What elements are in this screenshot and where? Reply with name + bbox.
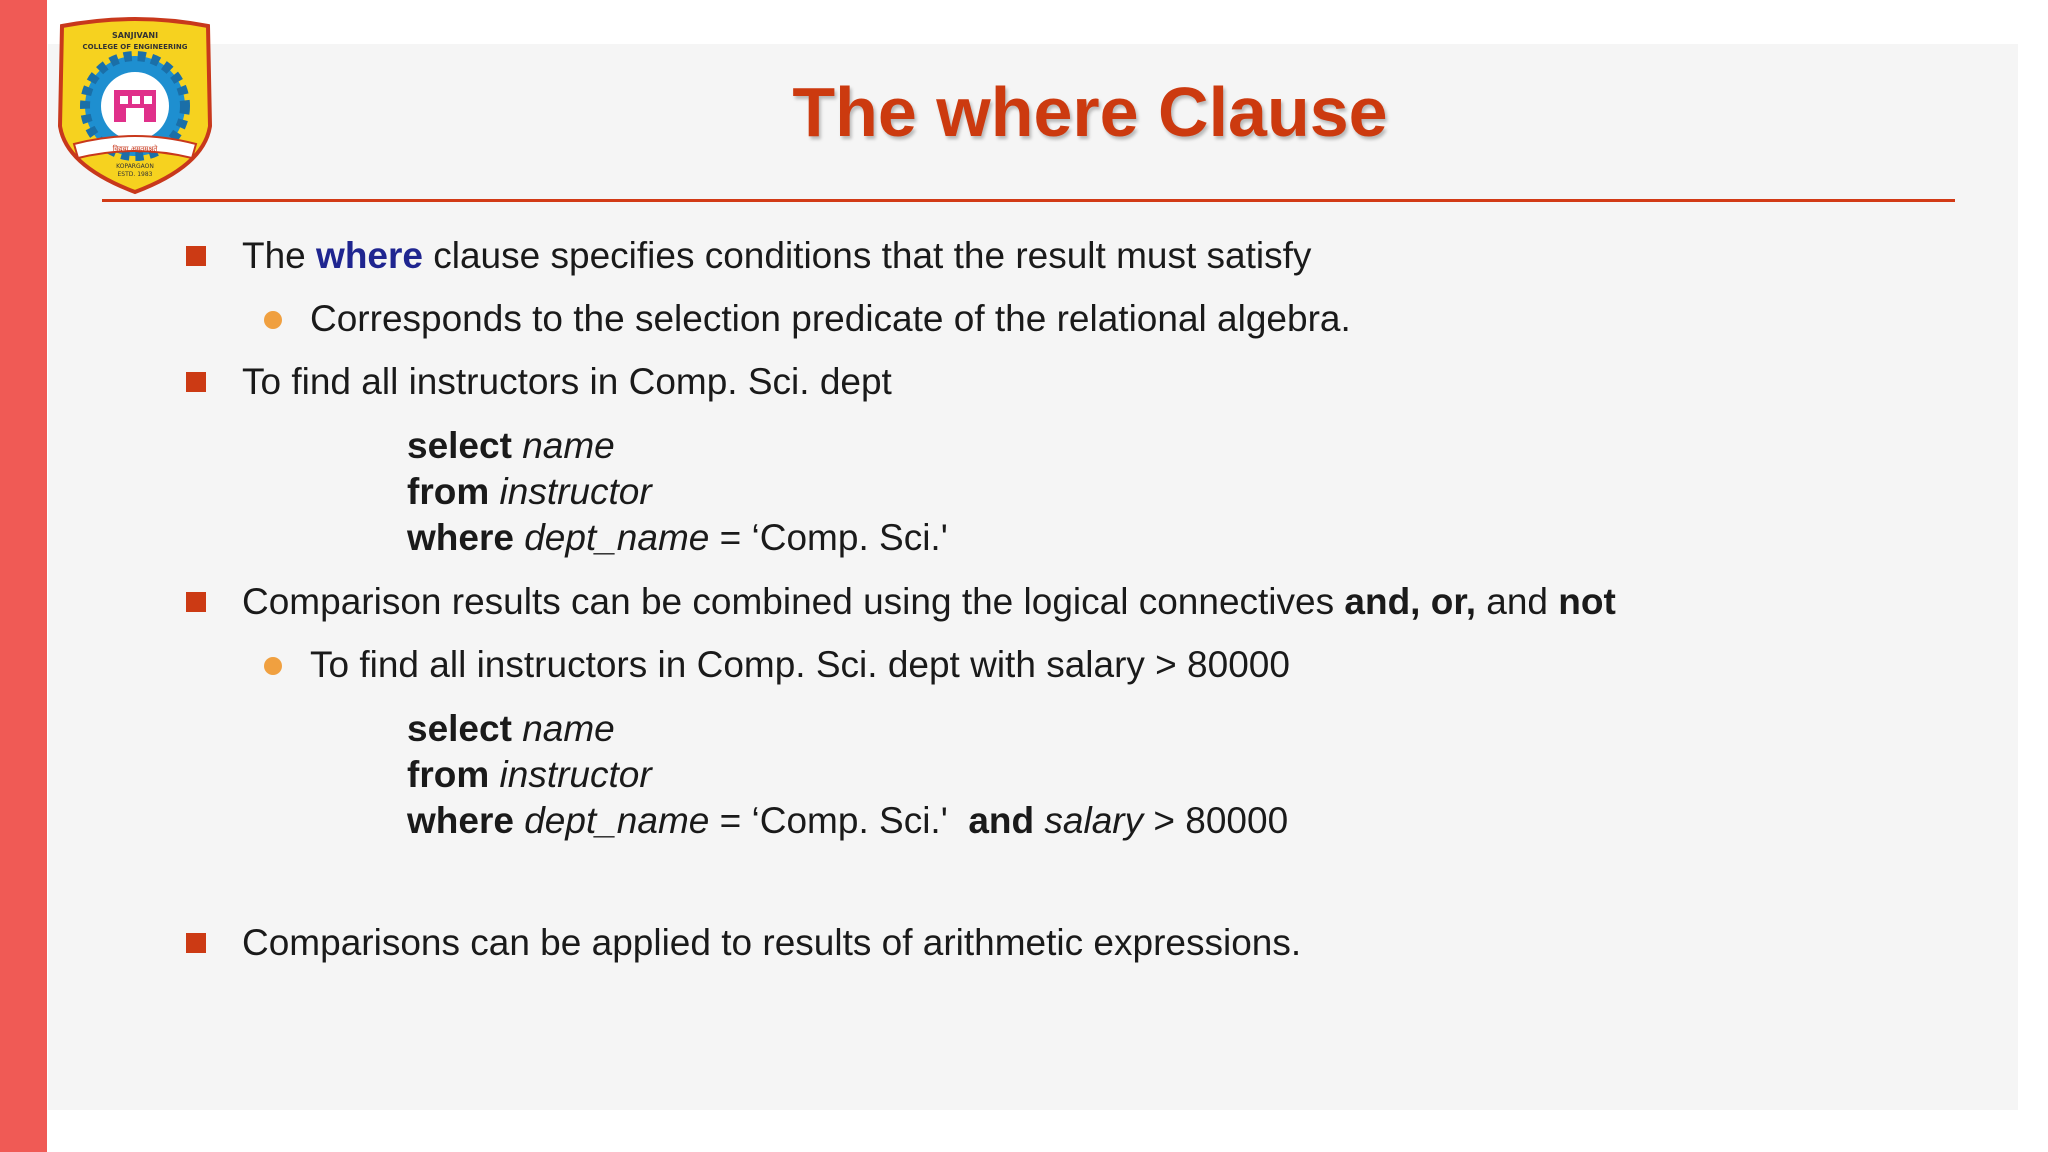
query2-line2	[407, 753, 652, 797]
text: = ‘Comp. Sci.'	[709, 517, 948, 558]
keyword: from	[407, 471, 490, 512]
text: The	[242, 235, 317, 276]
keyword-where: where	[316, 235, 423, 276]
bullet-arithmetic-expressions: Comparisons can be applied to results of arithmetic expressions.	[242, 922, 1302, 963]
bullet-dot-icon	[264, 311, 282, 329]
title-divider	[102, 199, 1955, 202]
identifier: name	[522, 708, 615, 749]
text: and	[1475, 581, 1559, 622]
text: > 80000	[1143, 800, 1289, 841]
bullet-square-icon	[186, 592, 206, 612]
identifier: instructor	[499, 471, 652, 512]
keyword: not	[1558, 581, 1616, 622]
text: Comparison results can be combined using the logical connectives	[242, 581, 1345, 622]
slide-title: The where Clause	[792, 73, 1388, 151]
identifier: dept_name	[524, 517, 710, 558]
keyword: from	[407, 754, 490, 795]
keyword: select	[407, 708, 512, 749]
query1-line1	[407, 424, 615, 468]
logo-footer1: KOPARGAON	[116, 163, 154, 170]
sub-bullet-salary: To find all instructors in Comp. Sci. dept with salary > 80000	[310, 644, 1290, 685]
college-logo	[54, 16, 216, 196]
bullet-square-icon	[186, 933, 206, 953]
logo-ribbon: विद्यया अमृतमश्नुते	[112, 145, 158, 153]
query1-line2	[407, 470, 652, 514]
sub-bullet-selection: Corresponds to the selection predicate of the relational algebra.	[310, 298, 1351, 339]
query2-line1	[407, 707, 615, 751]
keyword: where	[407, 517, 514, 558]
logo-line2: COLLEGE OF ENGINEERING	[82, 43, 188, 51]
bullet-dot-icon	[264, 657, 282, 675]
query1-line3	[407, 516, 948, 560]
bullet-where-clause	[242, 234, 1311, 278]
keyword: and	[968, 800, 1035, 841]
identifier: name	[522, 425, 615, 466]
keyword: and, or,	[1344, 581, 1476, 622]
bullet-square-icon	[186, 372, 206, 392]
text: = ‘Comp. Sci.'	[709, 800, 969, 841]
logo-line1: SANJIVANI	[111, 31, 159, 40]
bullet-square-icon	[186, 246, 206, 266]
text: clause specifies conditions that the result must satisfy	[422, 235, 1312, 276]
identifier: instructor	[499, 754, 652, 795]
bullet-find-instructors: To find all instructors in Comp. Sci. dept	[242, 361, 892, 402]
left-accent-bar	[0, 0, 47, 1152]
identifier: dept_name	[524, 800, 710, 841]
identifier: salary	[1044, 800, 1144, 841]
keyword: where	[407, 800, 514, 841]
query2-line3	[407, 799, 1288, 843]
logo-footer2: ESTD. 1983	[117, 171, 153, 178]
bullet-logical-connectives	[242, 580, 1616, 624]
keyword: select	[407, 425, 512, 466]
